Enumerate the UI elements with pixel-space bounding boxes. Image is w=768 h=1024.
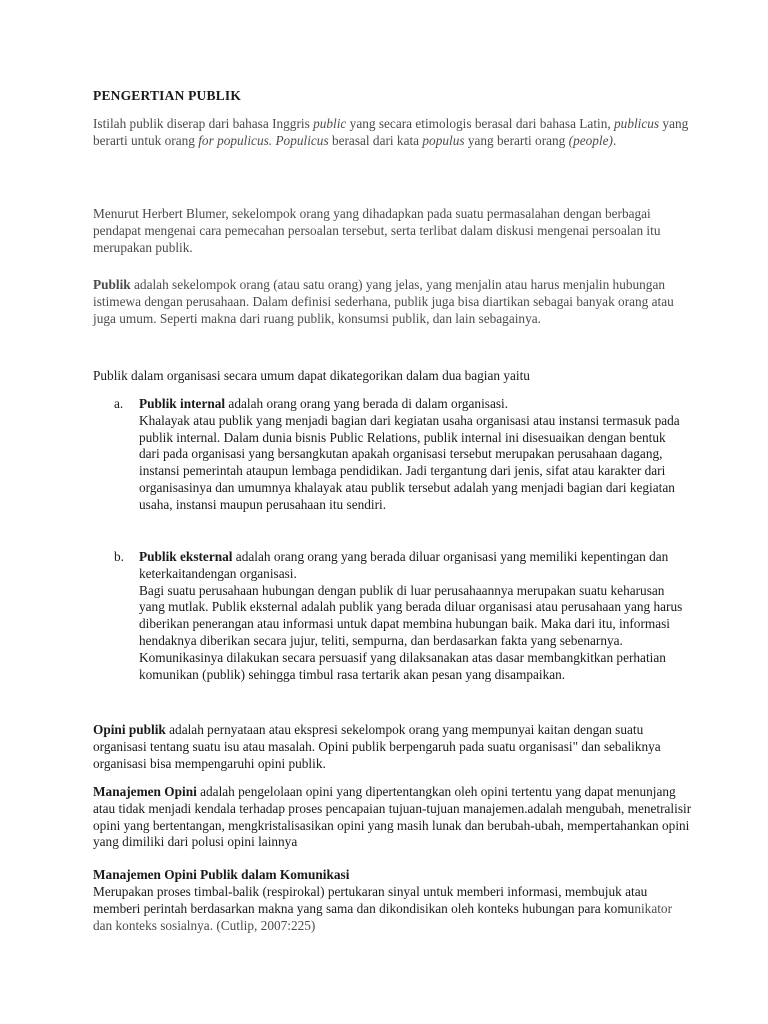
paragraph-blumer: Menurut Herbert Blumer, sekelompok orang yang dihadapkan pada suatu permasalahan dengan berbagai pendapat mengenai cara pemecahan persoalan tersebut, serta terlibat dalam diskusi mengenai persoalan itu merupakan publik.	[93, 206, 661, 255]
paragraph-manajemen-opini	[93, 784, 693, 851]
italic-term: Populicus	[275, 132, 329, 148]
list-item-heading	[139, 549, 684, 583]
list-item-body	[139, 396, 684, 514]
bold-term: Manajemen Opini	[93, 784, 197, 799]
paragraph-categories-intro: Publik dalam organisasi secara umum dapat dikategorikan dalam dua bagian yaitu	[93, 368, 530, 383]
text-span: yang secara etimologis berasal dari bahasa Latin,	[346, 116, 615, 131]
section-heading	[93, 867, 693, 884]
text-span: adalah sekelompok orang (atau satu orang) yang jelas, yang menjalin atau harus menjalin hubungan istimewa dengan perusahaan. Dalam definisi sederhana, publik juga bisa diartikan sebagai banyak orang atau juga umum. Seperti makna dari ruang publik, konsumsi publik, dan lain sebagainya.	[93, 277, 674, 326]
bold-term: Publik eksternal	[139, 549, 233, 564]
list-item-detail: Bagi suatu perusahaan hubungan dengan publik di luar perusahaannya merupakan suatu keharusan yang mutlak. Publik eksternal adalah publik yang berada diluar organisasi atau perusahaan yang harus diberikan penerangan atau informasi untuk dapat membina hubungan baik. Maka dari itu, informasi hendaknya diberikan secara jujur, teliti, sempurna, dan berdasarkan fakta yang sebenarnya. Komunikasinya dilakukan secara persuasif yang dilaksanakan atas dasar membangkitkan perhatian komunikan (publik) sehingga timbul rasa tertarik akan pesan yang disampaikan.	[139, 582, 683, 682]
paragraph-publik-definition	[93, 277, 693, 327]
paragraph-komunikasi	[93, 884, 693, 934]
bold-term: Publik internal	[139, 396, 226, 411]
italic-term: (people)	[568, 132, 613, 148]
italic-term: public	[313, 116, 347, 131]
italic-term: populus	[422, 132, 465, 148]
paragraph-opini-publik	[93, 722, 693, 772]
bold-term: Publik	[93, 277, 131, 292]
list-item-body	[139, 549, 684, 683]
text-span-faint: nikator dan konteks sosialnya. (Cutlip, 2007:225)	[93, 900, 672, 933]
text-span: yang berarti orang	[464, 132, 569, 148]
italic-term: for populicus.	[198, 132, 273, 148]
text-span: adalah orang orang yang berada di dalam organisasi.	[225, 396, 509, 411]
document-title: PENGERTIAN PUBLIK	[93, 88, 242, 103]
list-marker: a.	[114, 396, 124, 411]
text-span: Istilah publik diserap dari bahasa Inggris	[93, 116, 314, 131]
text-span: berasal dari kata	[328, 132, 423, 148]
list-item-detail: Khalayak atau publik yang menjadi bagian dari kegiatan usaha organisasi atau instansi termasuk pada publik internal. Dalam dunia bisnis Public Relations, publik internal ini disesuaikan dengan bentuk dari pada organisasi yang bersangkutan apakah organisasi tersebut merupakan perusahaan dagang, instansi pemerintah ataupun lembaga pendidikan. Jadi tergantung dari jenis, sifat atau karakter dari organisasinya dan umumnya khalayak atau publik tersebut adalah yang menjadi bagian dari kegiatan usaha, instansi maupun perusahaan itu sendiri.	[139, 412, 680, 512]
text-span: Merupakan proses timbal-balik (respirokal) pertukaran sinyal untuk memberi informasi, membujuk atau memberi perintah berdasarkan makna yang sama dan dikondisikan oleh konteks hubungan para komu	[93, 884, 648, 916]
paragraph-intro	[93, 116, 693, 150]
text-span: adalah orang orang yang berada diluar organisasi yang memiliki kepentingan dan keterkaitandengan organisasi.	[139, 549, 669, 581]
bold-term: Opini publik	[93, 722, 166, 737]
text-span: adalah pernyataan atau ekspresi sekelompok orang yang mempunyai kaitan dengan suatu organisasi tentang suatu isu atau masalah. Opini publik berpengaruh pada suatu organisasi" dan sebaliknya organisasi bisa mempengaruhi opini publik.	[93, 722, 661, 771]
bold-heading: Manajemen Opini Publik dalam Komunikasi	[93, 867, 350, 882]
text-span: .	[612, 132, 617, 148]
italic-term: publicus	[614, 116, 660, 131]
list-item-publik-internal	[114, 396, 684, 514]
text-span: adalah pengelolaan opini yang dipertentangkan oleh opini tertentu yang dapat menunjang atau tidak menjadi kendala terhadap proses pencapaian tujuan-tujuan manajemen.adalah mengubah, menetralisir opini yang bertentangan, mengkristalisasikan opini yang masih lunak dan berubah-ubah, mempertahankan opini yang dimiliki dari polusi opini lainnya	[93, 784, 692, 850]
list-marker: b.	[114, 549, 124, 564]
list-item-heading	[139, 396, 684, 413]
list-item-publik-eksternal	[114, 549, 684, 683]
text-span: yang berarti untuk orang	[93, 116, 689, 148]
